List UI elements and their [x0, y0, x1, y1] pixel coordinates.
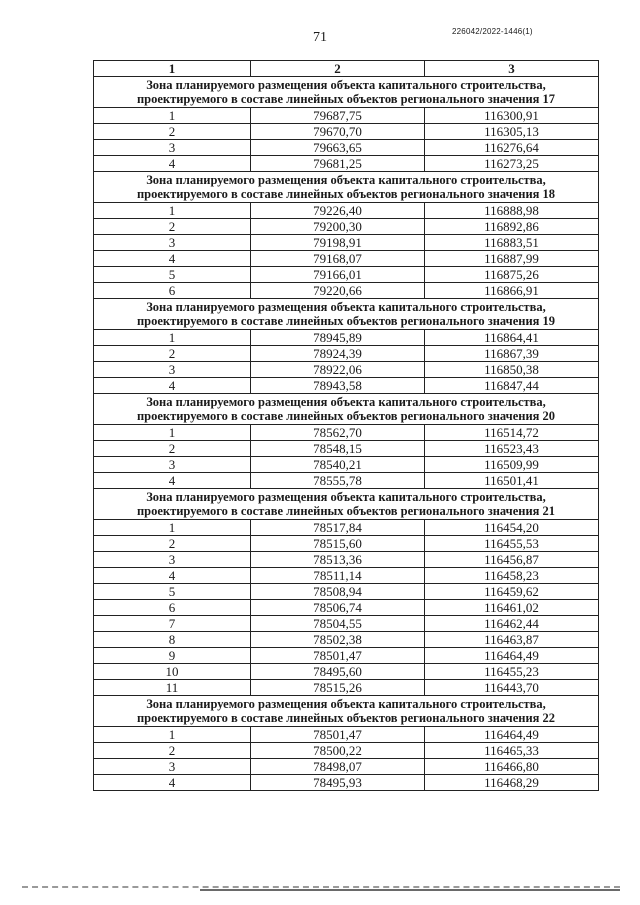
table-row: [94, 362, 599, 378]
point-number: 2: [94, 743, 251, 759]
coordinate-y: 116888,98: [425, 203, 599, 219]
coordinate-x: 79200,30: [251, 219, 425, 235]
point-number: 8: [94, 632, 251, 648]
point-number: 5: [94, 267, 251, 283]
table-row: [94, 473, 599, 489]
point-number: 1: [94, 520, 251, 536]
table-row: [94, 219, 599, 235]
coordinate-x: 78500,22: [251, 743, 425, 759]
coordinate-y: 116459,62: [425, 584, 599, 600]
table-row: [94, 457, 599, 473]
point-number: 7: [94, 616, 251, 632]
table-row: [94, 251, 599, 267]
coordinates-table: [93, 60, 599, 791]
coordinate-x: 78540,21: [251, 457, 425, 473]
zone-title-row: [94, 696, 599, 727]
zone-title: [94, 172, 599, 203]
coordinate-x: 78501,47: [251, 648, 425, 664]
table-row: [94, 600, 599, 616]
coordinate-y: 116276,64: [425, 140, 599, 156]
column-header-1: 1: [94, 61, 251, 77]
zone-title-line2: проектируемого в составе линейных объектов регионального значения 21: [136, 504, 556, 518]
point-number: 4: [94, 378, 251, 394]
coordinate-y: 116455,53: [425, 536, 599, 552]
zone-title-line1: Зона планируемого размещения объекта капитального строительства,: [146, 300, 546, 314]
point-number: 2: [94, 219, 251, 235]
point-number: 6: [94, 283, 251, 299]
zone-title-line1: Зона планируемого размещения объекта капитального строительства,: [146, 173, 546, 187]
table-row: [94, 203, 599, 219]
zone-title-line1: Зона планируемого размещения объекта капитального строительства,: [146, 78, 546, 92]
zone-title-line2: проектируемого в составе линейных объектов регионального значения 22: [136, 711, 556, 725]
zone-title-line2: проектируемого в составе линейных объектов регионального значения 18: [136, 187, 556, 201]
zone-title-line1: Зона планируемого размещения объекта капитального строительства,: [146, 697, 546, 711]
coordinate-x: 79681,25: [251, 156, 425, 172]
coordinate-x: 78502,38: [251, 632, 425, 648]
table-row: [94, 584, 599, 600]
point-number: 4: [94, 473, 251, 489]
zone-title: [94, 696, 599, 727]
coordinate-x: 78945,89: [251, 330, 425, 346]
table-row: [94, 441, 599, 457]
point-number: 1: [94, 108, 251, 124]
point-number: 4: [94, 156, 251, 172]
table-row: [94, 775, 599, 791]
coordinate-x: 78498,07: [251, 759, 425, 775]
column-header-3: 3: [425, 61, 599, 77]
table-row: [94, 520, 599, 536]
coordinate-x: 78924,39: [251, 346, 425, 362]
coordinate-x: 79220,66: [251, 283, 425, 299]
coordinate-x: 78501,47: [251, 727, 425, 743]
table-row: [94, 743, 599, 759]
table-row: [94, 680, 599, 696]
point-number: 1: [94, 203, 251, 219]
table-row: [94, 759, 599, 775]
coordinate-y: 116847,44: [425, 378, 599, 394]
table-row: [94, 140, 599, 156]
table-row: [94, 727, 599, 743]
coordinate-x: 78515,60: [251, 536, 425, 552]
coordinate-y: 116509,99: [425, 457, 599, 473]
coordinate-x: 78562,70: [251, 425, 425, 441]
point-number: 2: [94, 124, 251, 140]
point-number: 3: [94, 235, 251, 251]
point-number: 3: [94, 140, 251, 156]
table-row: [94, 330, 599, 346]
coordinate-x: 78504,55: [251, 616, 425, 632]
table-row: [94, 124, 599, 140]
table-row: [94, 346, 599, 362]
coordinate-y: 116464,49: [425, 727, 599, 743]
point-number: 1: [94, 425, 251, 441]
table-row: [94, 108, 599, 124]
coordinate-x: 78515,26: [251, 680, 425, 696]
coordinate-y: 116867,39: [425, 346, 599, 362]
zone-title: [94, 299, 599, 330]
table-row: [94, 425, 599, 441]
coordinate-y: 116850,38: [425, 362, 599, 378]
zone-title-row: [94, 394, 599, 425]
coordinate-y: 116455,23: [425, 664, 599, 680]
footer-rule: [22, 886, 620, 888]
point-number: 4: [94, 568, 251, 584]
coordinate-y: 116466,80: [425, 759, 599, 775]
table-row: [94, 568, 599, 584]
coordinate-y: 116456,87: [425, 552, 599, 568]
table-row: [94, 235, 599, 251]
coordinate-y: 116523,43: [425, 441, 599, 457]
coordinate-y: 116463,87: [425, 632, 599, 648]
table-row: [94, 552, 599, 568]
coordinate-x: 78506,74: [251, 600, 425, 616]
coordinate-y: 116514,72: [425, 425, 599, 441]
page-number: 71: [313, 30, 327, 45]
coordinates-table-body: [94, 61, 599, 791]
point-number: 6: [94, 600, 251, 616]
coordinate-x: 78508,94: [251, 584, 425, 600]
coordinate-y: 116883,51: [425, 235, 599, 251]
coordinate-y: 116866,91: [425, 283, 599, 299]
point-number: 3: [94, 362, 251, 378]
zone-title-line1: Зона планируемого размещения объекта капитального строительства,: [146, 490, 546, 504]
table-row: [94, 536, 599, 552]
coordinate-x: 78495,93: [251, 775, 425, 791]
point-number: 10: [94, 664, 251, 680]
point-number: 1: [94, 330, 251, 346]
point-number: 4: [94, 775, 251, 791]
point-number: 2: [94, 536, 251, 552]
coordinate-x: 79166,01: [251, 267, 425, 283]
point-number: 3: [94, 457, 251, 473]
point-number: 2: [94, 346, 251, 362]
zone-title-row: [94, 299, 599, 330]
coordinate-x: 78511,14: [251, 568, 425, 584]
zone-title-line2: проектируемого в составе линейных объектов регионального значения 19: [136, 314, 556, 328]
point-number: 4: [94, 251, 251, 267]
point-number: 9: [94, 648, 251, 664]
table-row: [94, 267, 599, 283]
coordinate-y: 116454,20: [425, 520, 599, 536]
coordinate-y: 116443,70: [425, 680, 599, 696]
column-header-2: 2: [251, 61, 425, 77]
coordinate-x: 79687,75: [251, 108, 425, 124]
point-number: 3: [94, 552, 251, 568]
table-row: [94, 378, 599, 394]
table-row: [94, 283, 599, 299]
point-number: 11: [94, 680, 251, 696]
footer-rule-solid: [200, 889, 620, 891]
coordinate-y: 116462,44: [425, 616, 599, 632]
coordinate-x: 78555,78: [251, 473, 425, 489]
coordinate-y: 116464,49: [425, 648, 599, 664]
table-row: [94, 664, 599, 680]
coordinate-x: 79670,70: [251, 124, 425, 140]
coordinate-y: 116300,91: [425, 108, 599, 124]
zone-title-row: [94, 489, 599, 520]
coordinate-x: 78517,84: [251, 520, 425, 536]
coordinate-y: 116465,33: [425, 743, 599, 759]
coordinate-y: 116305,13: [425, 124, 599, 140]
coordinate-x: 78495,60: [251, 664, 425, 680]
coordinate-y: 116892,86: [425, 219, 599, 235]
zone-title: [94, 394, 599, 425]
coordinate-x: 79663,65: [251, 140, 425, 156]
coordinate-x: 78943,58: [251, 378, 425, 394]
table-row: [94, 616, 599, 632]
coordinate-y: 116468,29: [425, 775, 599, 791]
table-header-row: [94, 61, 599, 77]
point-number: 1: [94, 727, 251, 743]
coordinate-x: 78513,36: [251, 552, 425, 568]
coordinate-y: 116458,23: [425, 568, 599, 584]
coordinate-x: 79168,07: [251, 251, 425, 267]
coordinate-y: 116273,25: [425, 156, 599, 172]
coordinate-y: 116461,02: [425, 600, 599, 616]
point-number: 2: [94, 441, 251, 457]
coordinate-y: 116887,99: [425, 251, 599, 267]
zone-title-row: [94, 77, 599, 108]
point-number: 3: [94, 759, 251, 775]
zone-title-row: [94, 172, 599, 203]
coordinate-x: 78548,15: [251, 441, 425, 457]
zone-title: [94, 489, 599, 520]
table-row: [94, 632, 599, 648]
table-row: [94, 648, 599, 664]
zone-title-line1: Зона планируемого размещения объекта капитального строительства,: [146, 395, 546, 409]
coordinate-x: 78922,06: [251, 362, 425, 378]
coordinate-y: 116864,41: [425, 330, 599, 346]
document-id: 226042/2022-1446(1): [452, 27, 533, 36]
zone-title: [94, 77, 599, 108]
table-row: [94, 156, 599, 172]
coordinate-y: 116875,26: [425, 267, 599, 283]
zone-title-line2: проектируемого в составе линейных объектов регионального значения 20: [136, 409, 556, 423]
coordinate-x: 79226,40: [251, 203, 425, 219]
coordinate-x: 79198,91: [251, 235, 425, 251]
point-number: 5: [94, 584, 251, 600]
zone-title-line2: проектируемого в составе линейных объектов регионального значения 17: [136, 92, 556, 106]
coordinate-y: 116501,41: [425, 473, 599, 489]
